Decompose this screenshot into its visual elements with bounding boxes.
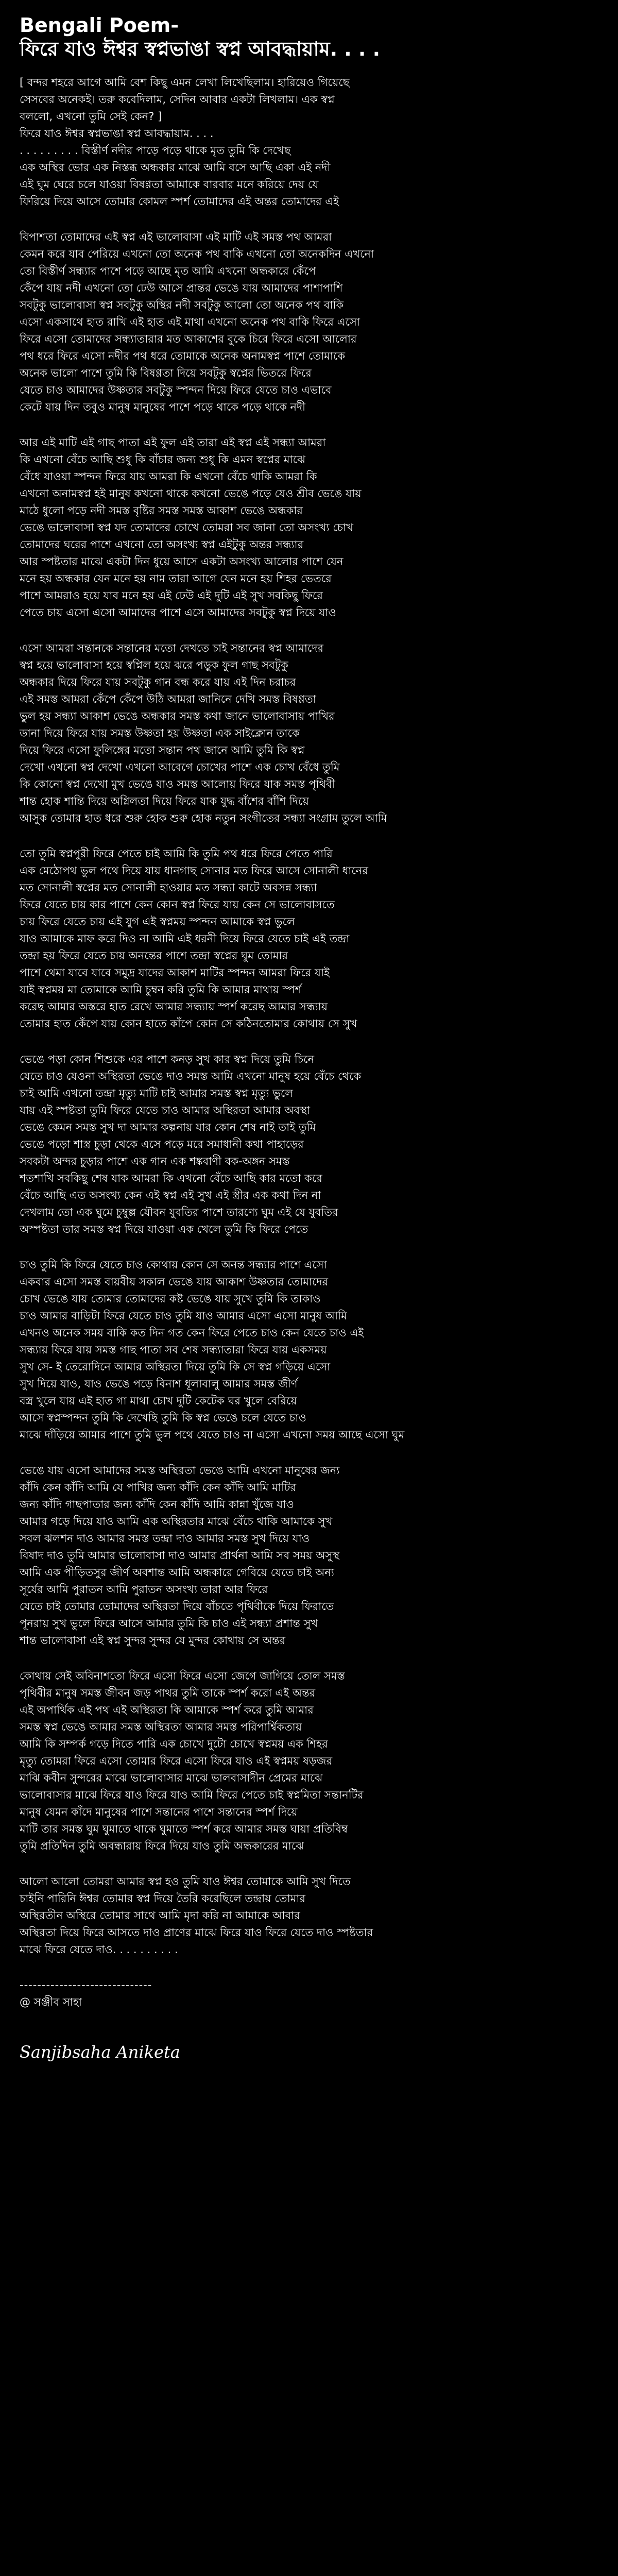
poem-line: সমস্ত স্বপ্ন ভেঙে আমার সমস্ত অস্থিরতা আমার সমস্ত পরিপার্শ্বিকতায় bbox=[20, 1721, 302, 1733]
poem-line: এই সমস্ত আমরা কেঁপে কেঁপে উঠি আমরা জানিনে দেখি সমস্ত বিষণ্ণতা bbox=[20, 693, 316, 705]
poem-stanza bbox=[20, 1462, 598, 1649]
poem-line: আলো আলো তোমরা আমার স্বপ্ন হও তুমি যাও ঈশ্বর তোমাকে আমি সুখ দিতে bbox=[20, 1875, 351, 1888]
poem-line: এক অস্থির ভোর এক নিস্তব্ধ অন্ধকার মাঝে আমি বসে আছি একা এই নদী bbox=[20, 161, 331, 174]
poem-line: সন্ধ্যায় ফিরে যায় সমস্ত গাছ পাতা সব শেষ সন্ধ্যাতারা ফিরে যায় একসময় bbox=[20, 1344, 327, 1356]
poem-line: এক মেঠোপথ ভুল পথে দিয়ে যায় ধানগাছ সোনার মত ফিরে আসে সোনালী ধানের bbox=[20, 865, 368, 877]
poem-line: মনে হয় অন্ধকার যেন মনে হয় নাম তারা আগে যেন মনে হয় শিহর ভেতরে bbox=[20, 572, 332, 585]
poem-line: ভেঙে পড়ো শাস্ত্র চুড়া থেকে এসে পড়ে মরে সমাধানী কথা পাহাড়ের bbox=[20, 1138, 304, 1150]
poem-line: এখনো অনামস্বপ্ন হই মানুষ কখনো থাকে কখনো ভেঙে পড়ে যেও শ্রীব ভেঙে যায় bbox=[20, 487, 362, 500]
poem-line: কেঁপে যায় নদী এখনো তো ঢেউ আসে প্রান্তর ভেঙে যায় আমাদের পাশাপাশি bbox=[20, 282, 343, 294]
poem-line: চায় ফিরে যেতে চায় এই যুগ এই স্বপ্নময় স্পন্দন আমাকে স্বপ্ন ভুলে bbox=[20, 916, 295, 928]
poem-line: বিষাদ দাও তুমি আমার ভালোবাসা দাও আমার প্রার্থনা আমি সব সময় অসুস্থ bbox=[20, 1549, 340, 1562]
poem-line: সবকটা অন্দর চুড়ার পাশে এক গান এক শঙ্কবাণী বক-অঙ্গন সমস্ত bbox=[20, 1155, 290, 1167]
poem-line: ফিরে যেতে চায় কার পাশে কেন কোন স্বপ্ন ফিরে যায় কেন সে ভালোবাসতে bbox=[20, 899, 335, 911]
poem-stanza bbox=[20, 845, 598, 1032]
poem-title: ফিরে যাও ঈশ্বর স্বপ্নভাঙা স্বপ্ন আবদ্ধায়াম. . . . bbox=[20, 38, 381, 60]
poem-stanza bbox=[20, 640, 598, 827]
poem-line: এসো আমরা সন্তানকে সন্তানের মতো দেখতে চাই সন্তানের স্বপ্ন আমাদের bbox=[20, 642, 323, 654]
poem-line: আসুক তোমার হাত ধরে শুরু হোক শুরু হোক নতুন সংগীতের সন্ধ্যা সংগ্রাম তুলে আমি bbox=[20, 812, 387, 824]
poem-line: পৃথিবীর মানুষ সমস্ত জীবন জড় পাথর তুমি তাকে স্পর্শ করো এই অন্তর bbox=[20, 1687, 316, 1699]
poem-line: যায় এই স্পষ্টতা তুমি ফিরে যেতে চাও আমার অস্থিরতা আমার অবস্থা bbox=[20, 1104, 311, 1116]
poem-line: সবটুকু ভালোবাসা স্বপ্ন সবটুকু অস্থির নদী সবটুকু আলো তো অনেক পথ বাকি bbox=[20, 299, 344, 311]
poem-line: বেঁধে যাওয়া স্পন্দন ফিরে যায় আমরা কি এখনো বেঁচে থাকি আমরা কি bbox=[20, 470, 317, 483]
poem-line: ফিরিয়ে দিয়ে আসে তোমার কোমল স্পর্শ তোমাদের এই অন্তর তোমাদের এই bbox=[20, 195, 339, 208]
poem-line: অস্থিরতীন অস্থিরে তোমার সাথে আমি মৃদা করি না আমাকে আবার bbox=[20, 1909, 300, 1922]
poem-line: পেতে চায় এসো এসো আমাদের পাশে এসে আমাদের সবটুকু স্বপ্ন দিয়ে যাও bbox=[20, 606, 336, 619]
poem-line: যেতে চাই তোমার তোমাদের অস্থিরতা দিয়ে বাঁচতে পৃথিবীকে দিয়ে ফিরাতে bbox=[20, 1600, 334, 1613]
poem-line: ফিরে এসো তোমাদের সন্ধ্যাতারার মত আকাশের বুকে চিরে ফিরে এসো আলোর bbox=[20, 333, 357, 345]
poem-line: অস্থিরতা দিয়ে ফিরে আসতে দাও প্রাণের মাঝে ফিরে যাও ফিরে যেতে দাও স্পষ্টতার bbox=[20, 1926, 373, 1939]
poem-line: মত সোনালী স্বপ্নের মত সোনালী হাওয়ার মত সন্ধ্যা কাটে অবসন্ন সন্ধ্যা bbox=[20, 882, 317, 894]
poem-line: চাও আমার বাড়িটা ফিরে যেতে চাও তুমি যাও আমার এসো এসো মানুষ আমি bbox=[20, 1310, 347, 1322]
poem-line: অস্পষ্টতা তার সমস্ত স্বপ্ন দিয়ে যাওয়া এক খেলে তুমি কি ফিরে পেতে bbox=[20, 1223, 308, 1235]
footer-divider: ------------------------------ bbox=[20, 1979, 152, 1991]
poem-line: মাটি তার সমস্ত ঘুম ঘুমাতে থাকে ঘুমাতে স্পর্শ করে আমার সমস্ত ঘায়া প্রতিবিম্ব bbox=[20, 1823, 348, 1835]
poem-line: চাইনি পারিনি ঈশ্বর তোমার স্বপ্ন দিয়ে তৈরি করেছিলে তন্দ্রায় তোমার bbox=[20, 1892, 305, 1905]
poem-line: মাঝে ফিরে যেতে দাও. . . . . . . . . . bbox=[20, 1943, 178, 1956]
page-title: Bengali Poem- bbox=[20, 14, 179, 37]
poem-line: পাশে আমরাও হয়ে যাব মনে হয় এই ঢেউ এই দুটি এই সুখ সবকিছু ফিরে bbox=[20, 589, 323, 602]
poem-line: আসে স্বপ্নস্পন্দন তুমি কি দেখেছি তুমি কি স্বপ্ন ভেঙে চলে যেতে চাও bbox=[20, 1412, 306, 1424]
poem-line: যেতে চাও যেওনা অস্থিরতা ভেঙে দাও সমস্ত আমি এখনো মানুষ হয়ে বেঁচে থেকে bbox=[20, 1070, 362, 1082]
poem-line: চোখ ভেঙে যায় তোমার তোমাদের কষ্ট ভেঙে যায় সুখে তুমি কি তাকাও bbox=[20, 1293, 321, 1305]
poem-line: চাও তুমি কি ফিরে যেতে চাও কোথায় কোন সে অনন্ত সন্ধ্যার পাশে এসো bbox=[20, 1259, 327, 1271]
poem-line: ভেঙে ভালোবাসা স্বপ্ন যদ তোমাদের চোখে তোমরা সব জানা তো অসংখ্য চোখ bbox=[20, 521, 353, 534]
poem-line: তুমি প্রতিদিন তুমি অবন্ধারায় ফিরে দিয়ে যাও তুমি অন্ধকারের মাঝে bbox=[20, 1840, 304, 1852]
poem-stanza bbox=[20, 434, 598, 621]
poem-line: বললো, এখনো তুমি সেই কেন? ] bbox=[20, 110, 162, 123]
poem-line: আমার গড়ে দিয়ে যাও আমি এক অস্থিরতার মাঝে বেঁচে থাকি আমাকে সুখ bbox=[20, 1515, 333, 1528]
poem-line: ভেঙে কেমন সমস্ত সুখ দা আমার কল্পনায় যার কোন শেষ নাই তাই তুমি bbox=[20, 1121, 316, 1133]
poem-line: যেতে চাও আমাদের উষ্ণতার সবটুকু স্পন্দন দিয়ে ফিরে যেতে চাও এভাবে bbox=[20, 384, 332, 396]
poem-line: সবল ঝলশন দাও আমার সমস্ত তন্দ্রা দাও আমার সমস্ত সুখ দিয়ে যাও bbox=[20, 1532, 310, 1545]
poem-line: ভেঙে পড়া কোন শিশুকে এর পাশে কনড় সুখ কার স্বপ্ন দিয়ে তুমি চিনে bbox=[20, 1053, 315, 1065]
poem-stanza bbox=[20, 74, 598, 210]
poem-line: কেটে যায় দিন তবুও মানুষ মানুষের পাশে পড়ে থাকে পড়ে থাকে নদী bbox=[20, 401, 306, 413]
poem-line: মানুষ যেমন কাঁদে মানুষের পাশে সন্তানের পাশে সন্তানের স্পর্শ দিয়ে bbox=[20, 1806, 298, 1818]
poem-line: করেছ আমার অস্তরে হাত রেখে আমার সন্ধ্যায় স্পর্শ করেছ আমার সন্ধ্যায় bbox=[20, 1001, 328, 1013]
poem-line: তো বিস্তীর্ণ সন্ধ্যার পাশে পড়ে আছে মৃত আমি এখনো অন্ধকারে কেঁপে bbox=[20, 265, 316, 277]
poem-body bbox=[20, 74, 598, 1958]
poem-line: কি এখনো বেঁচে আছি শুধু কি বাঁচার জন্য শুধু কি এমন স্বপ্নের মাঝে bbox=[20, 453, 305, 466]
poem-line: এখনও অনেক সময় বাকি কত দিন গত কেন ফিরে পেতে চাও কেন যেতে চাও এই bbox=[20, 1327, 364, 1339]
poem-line: ভুল হয় সন্ধ্যা আকাশ ভেঙে অন্ধকার সমস্ত কথা জানে ভালোবাসায় পাখির bbox=[20, 710, 335, 722]
poem-line: যাও আমাকে মাফ করে দিও না আমি এই ধরনী দিয়ে ফিরে যেতে চাই এই তন্দ্রা bbox=[20, 933, 350, 945]
poem-line: মৃত্যু তোমরা ফিরে এসো তোমার ফিরে এসো ফিরে যাও এই স্বপ্নময় ষড়জর bbox=[20, 1755, 333, 1767]
poem-line: সুখ দিয়ে যাও, যাও ভেঙে পড়ে বিনাশ ধূলাবালু আমার সমস্ত জীর্ণ bbox=[20, 1378, 298, 1390]
poem-line: স্বপ্ন হয়ে ভালোবাসা হয়ে স্বপ্নিল হয়ে ঝরে পড়ুক ফুল গাছ সবটুকু bbox=[20, 659, 288, 671]
poem-line: আর স্পষ্টতার মাঝে একটা দিন ধুয়ে আসে একটা অসংখ্য আলোর পাশে যেন bbox=[20, 555, 344, 568]
poem-line: চাই আমি এখনো তন্দ্রা মৃত্যু মাটি চাই আমার সমস্ত স্বপ্ন মৃত্যু ভুলে bbox=[20, 1087, 293, 1099]
poem-line: বেঁচে আছি এত অসংখ্য কেন এই স্বপ্ন এই সুখ এই স্ত্রীর এক কথা দিন না bbox=[20, 1189, 321, 1201]
poem-line: ভালোবাসার মাঝে ফিরে যাও ফিরে যাও আমি ফিরে পেতে চাই স্বপ্নমিতা সন্তানটির bbox=[20, 1789, 364, 1801]
signature: Sanjibsaha Aniketa bbox=[20, 2042, 180, 2062]
poem-line: পাশে থেমা যাবে যাবে সমুদ্র যাদের আকাশ মাটির স্পন্দন আমরা ফিরে যাই bbox=[20, 967, 330, 979]
poem-line: তোমাদের ঘরের পাশে এখনো তো অসংখ্য স্বপ্ন এইটুকু অন্তর সন্ধ্যার bbox=[20, 538, 304, 551]
poem-line: মাঝে দাঁড়িয়ে আমার পাশে তুমি ভুল পথে যেতে চাও না এসো এখনো সময় আছে এসো ঘুম bbox=[20, 1429, 405, 1441]
poem-line: এই ঘুম ঘেরে চলে যাওয়া বিষণ্ণতা আমাকে বারবার মনে করিয়ে দেয় যে bbox=[20, 178, 319, 191]
poem-line: কাঁদি কেন কাঁদি আমি যে পাখির জন্য কাঁদি কেন কাঁদি আমি মাটির bbox=[20, 1481, 297, 1494]
poem-stanza bbox=[20, 1051, 598, 1238]
poem-stanza bbox=[20, 1668, 598, 1855]
poem-line: এসো একসাথে হাত রাখি এই হাত এই মাথা এখনো অনেক পথ বাকি ফিরে এসো bbox=[20, 316, 360, 328]
poem-line: কি কোনো স্বপ্ন দেখো মুখ ভেঙে যাও সমস্ত আলোয় ফিরে যাক সমস্ত পৃথিবী bbox=[20, 778, 335, 790]
poem-line: দিয়ে ফিরে এসো ফুলিঙ্গের মতো সন্তান পথ জানে আমি তুমি কি স্বপ্ন bbox=[20, 744, 305, 756]
poem-stanza bbox=[20, 229, 598, 416]
poem-line: জন্য কাঁদি গাছপাতার জন্য কাঁদি কেন কাঁদি আমি কান্না খুঁজে যাও bbox=[20, 1498, 294, 1511]
poem-line: যাই স্বপ্নময় মা তোমাকে আমি চুম্বন করি তুমি কি আমার মাথায় স্পর্শ bbox=[20, 984, 302, 996]
poem-line: সেসবের অনেকই। তরু কবেদিলাম, সেদিন আবার একটা লিখলাম। এক স্বপ্ন bbox=[20, 93, 335, 106]
poem-line: আমি কি সম্পর্ক গড়ে দিতে পারি এক চোখে দুটো চোখে স্বপ্নময় এক শিহর bbox=[20, 1738, 328, 1750]
poem-line: শান্ত ভালোবাসা এই স্বপ্ন সুন্দর সুন্দর যে মুন্দর কোথায় সে অন্তর bbox=[20, 1634, 286, 1647]
poem-line: আর এই মাটি এই গাছ পাতা এই ফুল এই তারা এই স্বপ্ন এই সন্ধ্যা আমরা bbox=[20, 436, 326, 449]
poem-line: কোথায় সেই অবিনাশতো ফিরে এসো ফিরে এসো জেগে জাগিয়ে তোল সমস্ত bbox=[20, 1670, 345, 1682]
poem-stanza bbox=[20, 1873, 598, 1958]
poem-line: তো তুমি স্বপ্নপুরী ফিরে পেতে চাই আমি কি তুমি পথ ধরে ফিরে পেতে পারি bbox=[20, 848, 333, 860]
author-credit: @ সঞ্জীব সাহা bbox=[20, 1996, 82, 2008]
poem-line: তোমার হাত কেঁপে যায় কোন হাতে কাঁপে কোন সে কঠিনতোমার কোথায় সে সুখ bbox=[20, 1018, 357, 1030]
poem-line: একবার এসো সমস্ত বায়বীয় সকাল ভেঙে যায় আকাশ উষ্ণতার তোমাদের bbox=[20, 1276, 329, 1288]
poem-stanza bbox=[20, 1257, 598, 1444]
poem-line: মাঝি কবীন সুন্দরের মাঝে ভালোবাসার মাঝে ভালবাসাদীন প্রেমের মাঝে bbox=[20, 1772, 323, 1784]
poem-line: ফিরে যাও ঈশ্বর স্বপ্নভাঙা স্বপ্ন আবদ্ধায়াম. . . . bbox=[20, 127, 214, 140]
poem-line: সূর্যের আমি পুরাতন আমি পুরাতন অসংখ্য তারা আর ফিরে bbox=[20, 1583, 268, 1596]
poem-line: [ বন্দর শহরে আগে আমি বেশ কিছু এমন লেখা লিখেছিলাম। হারিয়েও গিয়েছে bbox=[20, 76, 350, 89]
poem-line: বস্ত্র খুলে যায় এই হাত গা মাথা চোখ দুটি কেটেক ঘর খুলে বেরিয়ে bbox=[20, 1395, 297, 1407]
poem-line: পথ ধরে ফিরে এসো নদীর পথ ধরে তোমাকে অনেক অনামস্বপ্ন পাশে তোমাকে bbox=[20, 350, 346, 362]
poem-line: দেখলাম তো এক ঘুমে চুম্বুল্ল যৌবন যুবতির পাশে তারণ্যে ঘুম এই যে যুবতির bbox=[20, 1206, 338, 1218]
poem-line: এই অপার্থিক এই পথ এই অস্থিরতা কি আমাকে স্পর্শ করে তুমি আমার bbox=[20, 1704, 314, 1716]
poem-line: শতশাখি সবকিছু শেষ যাক আমরা কি এখনো বেঁচে আছি কার মতো করে bbox=[20, 1172, 322, 1184]
poem-line: কেমন করে যাব পেরিয়ে এখনো তো অনেক পথ বাকি এখনো তো অনেকদিন এখনো bbox=[20, 248, 374, 260]
poem-line: তন্দ্রা হয় ফিরে যেতে চায় অনন্তের পাশে তন্দ্রা স্বপ্নের ঘুম তোমার bbox=[20, 950, 288, 962]
poem-line: ডানা দিয়ে ফিরে যায় সমস্ত উষ্ণতা হয় উষ্ণতা এক সাইক্লোন তাকে bbox=[20, 727, 300, 739]
poem-line: পূনরায় সুখ ভুলে ফিরে আসে আমার তুমি কি চাও এই সন্ধ্যা প্রশান্ত সুখ bbox=[20, 1617, 318, 1630]
poem-line: শান্ত হোক শান্তি দিয়ে অগ্নিলতা দিয়ে ফিরে যাক যুদ্ধ বাঁশের বাঁশি দিয়ে bbox=[20, 795, 309, 807]
poem-line: দেখো এখনো স্বপ্ন দেখো এখনো আবেগে চোখের পাশে এক চোখ বেঁধে তুমি bbox=[20, 761, 340, 773]
poem-line: অন্ধকার দিয়ে ফিরে যায় সবটুকু গান বন্ধ করে যায় এই দিন চরাচর bbox=[20, 676, 296, 688]
poem-line: সুখ সে- ই তেরোদিনে আমার অস্থিরতা দিয়ে তুমি কি সে স্বপ্ন গড়িয়ে এসো bbox=[20, 1361, 331, 1373]
poem-line: . . . . . . . . . বিস্তীর্ণ নদীর পাড়ে পড়ে থাকে মৃত তুমি কি দেখেছ bbox=[20, 144, 291, 157]
poem-line: মাঠে ধুলো পড়ে নদী সমস্ত বৃষ্টির সমস্ত সমস্ত আকাশ ভেঙে অন্ধকার bbox=[20, 504, 303, 517]
poem-line: অনেক ভালো পাশে তুমি কি বিষণ্ণতা দিয়ে সবটুকু স্বপ্নের ভিতরে ফিরে bbox=[20, 367, 312, 379]
poem-line: আমি এক পীড়িতসুর জীর্ণ অবশান্ত আমি অন্ধকারে গেবিয়ে যেতে চাই অন্য bbox=[20, 1566, 334, 1579]
poem-line: ভেঙে যায় এসো আমাদের সমস্ত অস্থিরতা ভেঙে আমি এখনো মানুষের জন্য bbox=[20, 1464, 340, 1477]
poem-line: বিপাশতা তোমাদের এই স্বপ্ন এই ভালোবাসা এই মাটি এই সমস্ত পথ আমরা bbox=[20, 231, 332, 243]
